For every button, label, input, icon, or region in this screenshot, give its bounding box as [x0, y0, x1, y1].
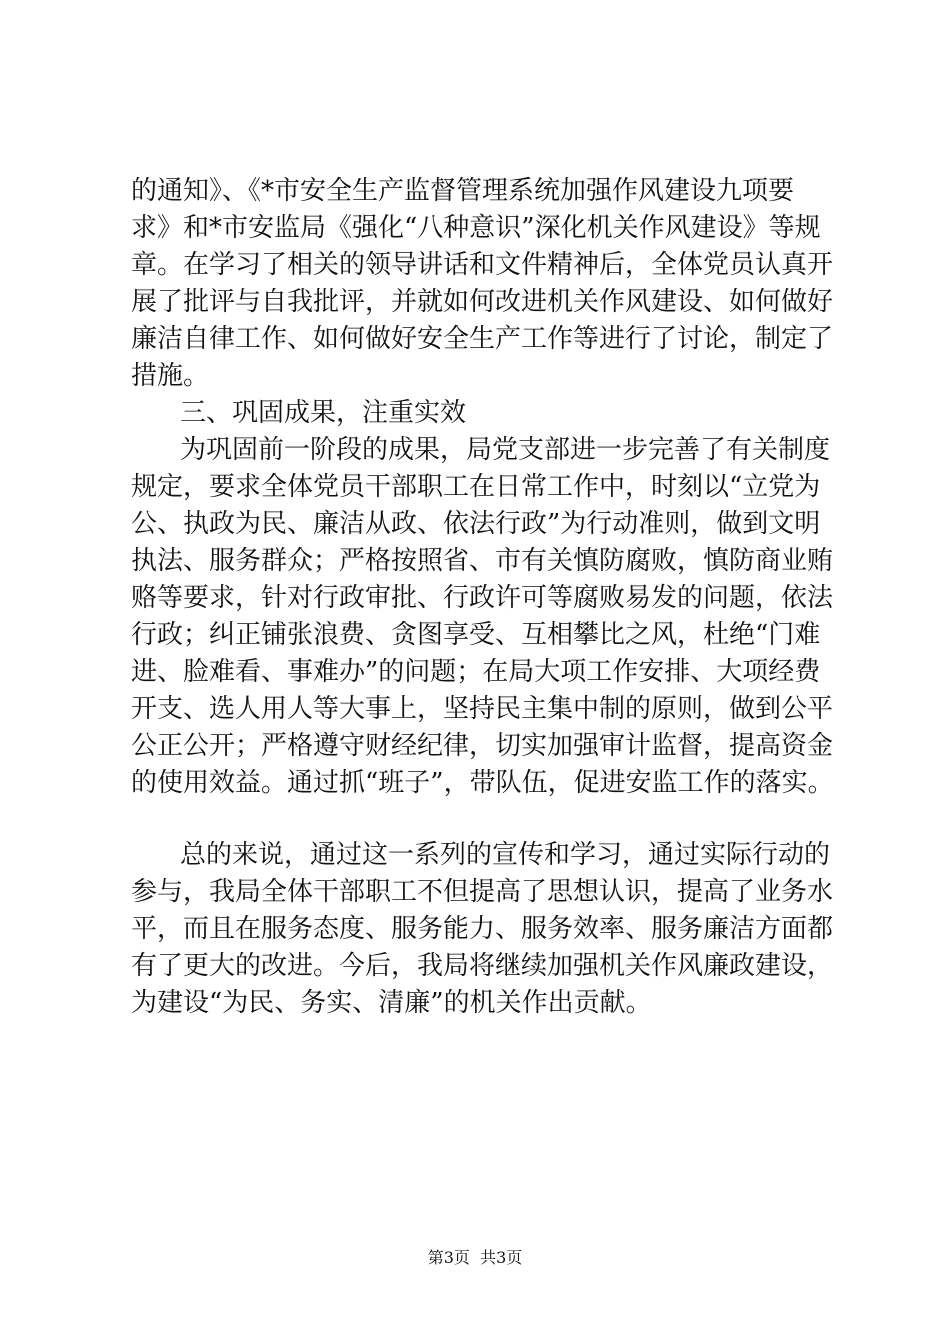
text-line: 开支、选人用人等大事上，坚持民主集中制的原则，做到公平	[131, 694, 834, 724]
text-line: 有了更大的改进。今后，我局将继续加强机关作风廉政建设，	[131, 951, 834, 981]
text-line: 进、脸难看、事难办”的问题；在局大项工作安排、大项经费	[131, 657, 821, 687]
text-line: 规定，要求全体党员干部职工在日常工作中，时刻以“立党为	[131, 472, 821, 502]
text-line: 章。在学习了相关的领导讲话和文件精神后，全体党员认真开	[131, 250, 834, 280]
text-line: 赂等要求，针对行政审批、行政许可等腐败易发的问题，依法	[131, 583, 834, 613]
text-line: 平，而且在服务态度、服务能力、服务效率、服务廉洁方面都	[131, 914, 834, 944]
text-line: 的通知》、《*市安全生产监督管理系统加强作风建设九项要	[131, 176, 795, 206]
text-line: 为巩固前一阶段的成果，局党支部进一步完善了有关制度	[180, 435, 831, 465]
text-line: 行政；纠正铺张浪费、贪图享受、互相攀比之风，杜绝“门难	[131, 620, 821, 650]
text-line: 的使用效益。通过抓“班子”，带队伍，促进安监工作的落实。	[131, 768, 834, 798]
text-line: 公、执政为民、廉洁从政、依法行政”为行动准则，做到文明	[131, 509, 821, 539]
text-line: 措施。	[131, 361, 210, 391]
text-line: 求》和*市安监局《强化“八种意识”深化机关作风建设》等规	[131, 213, 821, 243]
text-line: 展了批评与自我批评，并就如何改进机关作风建设、如何做好	[131, 287, 834, 317]
text-line: 廉洁自律工作、如何做好安全生产工作等进行了讨论，制定了	[131, 324, 834, 354]
text-line: 为建设“为民、务实、清廉”的机关作出贡献。	[131, 988, 652, 1018]
section-heading: 三、巩固成果，注重实效	[180, 398, 467, 428]
text-line: 参与，我局全体干部职工不但提高了思想认识，提高了业务水	[131, 877, 834, 907]
text-line: 执法、服务群众；严格按照省、市有关慎防腐败，慎防商业贿	[131, 546, 834, 576]
text-line: 总的来说，通过这一系列的宣传和学习，通过实际行动的	[180, 840, 831, 870]
text-line: 公正公开；严格遵守财经纪律，切实加强审计监督，提高资金	[131, 731, 834, 761]
page-number: 第3页 共3页	[427, 1248, 523, 1267]
